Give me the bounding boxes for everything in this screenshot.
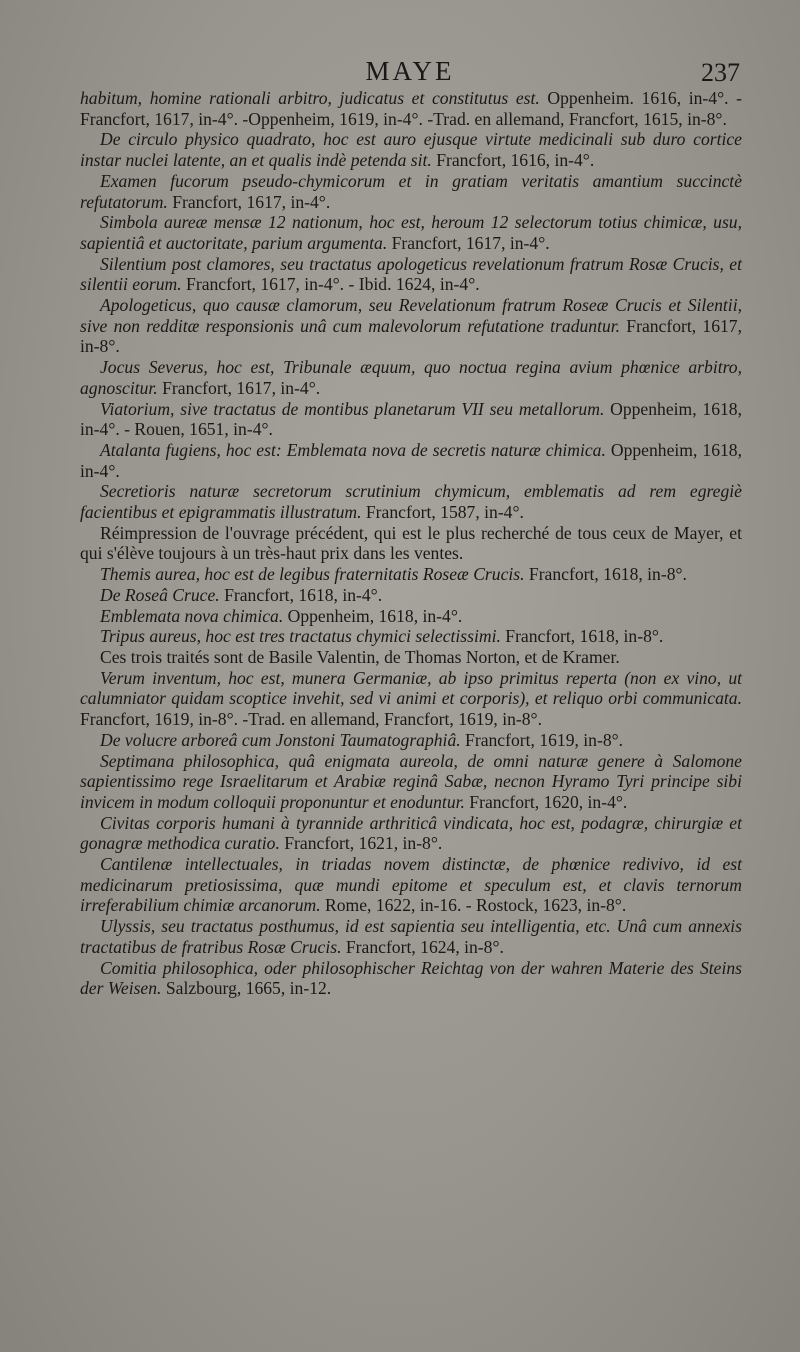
page-header xyxy=(80,52,740,92)
bibliography-entry xyxy=(80,254,742,295)
entry-title: De Roseâ Cruce. xyxy=(100,584,220,605)
entry-title: Septimana philosophica, quâ enigmata aureola, de omni naturæ genere à Salomone sapientissimo rege Israelitarum et Arabiæ reginâ Sabæ, necnon Hyramo Tyri principe sibi invicem in modum colloquii proponuntur et enoduntur. xyxy=(80,750,742,812)
entry-title: Examen fucorum pseudo-chymicorum et in gratiam veritatis amantium succinctè refutatorum. xyxy=(80,170,742,212)
entry-title: Ulyssis, seu tractatus posthumus, id est sapientia seu intelligentia, etc. Unâ cum annexis tractatibus de fratribus Rosæ Crucis. xyxy=(80,916,742,957)
entry-imprint: Francfort, 1619, in-8°. xyxy=(460,729,624,750)
bibliography-entry xyxy=(80,212,742,253)
bibliography-entry xyxy=(80,916,742,957)
entry-imprint: Francfort, 1620, in-4°. xyxy=(464,791,628,812)
entry-title: Simbola aureæ mensæ 12 nationum, hoc est, heroum 12 selectorum totius chimicæ, usu, sapientiâ et auctoritate, parium argumenta. xyxy=(80,212,742,253)
bibliography-entry xyxy=(80,295,742,357)
bibliography-entry xyxy=(80,357,742,398)
entry-title: Comitia philosophica, oder philosophischer Reichtag von der wahren Materie des Steins der Weisen. xyxy=(80,957,742,999)
entry-imprint: Oppenheim, 1618, in-4°. - Rouen, 1651, in-4°. xyxy=(80,398,742,440)
entry-title: Viatorium, sive tractatus de montibus planetarum VII seu metallorum. xyxy=(100,398,605,419)
entry-title: Jocus Severus, hoc est, Tribunale æquum, quo noctua regina avium phœnice arbitro, agnoscitur. xyxy=(80,357,742,398)
entry-imprint: Francfort, 1624, in-8°. xyxy=(341,936,504,957)
page-number: 237 xyxy=(701,58,740,87)
entry-title: Emblemata nova chimica. xyxy=(100,605,284,626)
bibliography-entry xyxy=(80,585,742,606)
entry-imprint: Francfort, 1617, in-4°. - Ibid. 1624, in-4°. xyxy=(181,274,480,295)
entry-title: Apologeticus, quo causæ clamorum, seu Revelationum fratrum Roseæ Crucis et Silentii, sive non redditæ responsionis unâ cum malevolorum refutatione traduntur. xyxy=(80,295,742,336)
entry-imprint: Francfort, 1617, in-8°. xyxy=(80,315,742,357)
entry-imprint: Francfort, 1621, in-8°. xyxy=(279,833,443,854)
entry-title: Civitas corporis humani à tyrannide arthriticâ vindicata, hoc est, podagræ, chirurgiæ et gonagræ methodica curatio. xyxy=(80,812,742,854)
bibliography-entry xyxy=(80,730,742,751)
bibliography-entry xyxy=(80,751,742,813)
entry-imprint: Francfort, 1617, in-4°. xyxy=(387,232,550,253)
bibliography-entry xyxy=(80,813,742,854)
entry-imprint: Salzbourg, 1665, in-12. xyxy=(161,978,332,999)
bibliography-entry xyxy=(80,523,742,564)
bibliography-entry xyxy=(80,481,742,522)
entry-imprint: Francfort, 1618, in-8°. xyxy=(500,626,664,647)
bibliography-entry xyxy=(80,564,742,585)
entry-title: De volucre arboreâ cum Jonstoni Taumatographiâ. xyxy=(100,729,461,750)
entry-imprint: Francfort, 1618, in-4°. xyxy=(219,584,383,605)
entry-imprint: Oppenheim, 1618, in-4°. xyxy=(80,439,742,481)
entry-text: Réimpression de l'ouvrage précédent, qui est le plus recherché de tous ceux de Mayer, et qui s'élève toujours à un très-haut prix dans les ventes. xyxy=(80,522,742,564)
entry-title: Tripus aureus, hoc est tres tractatus chymici selectissimi. xyxy=(100,626,501,647)
bibliography-entry xyxy=(80,626,742,647)
entry-text: habitum, homine rationali arbitro, judicatus et constitutus est. Oppenheim. 1616, in-4°. - Francfort, 1617, in-4°. -Oppenheim, 1619, in-4°. -Trad. en allemand, Francfort, 1615, in-8°. xyxy=(80,88,742,129)
bibliography-entry xyxy=(80,958,742,999)
bibliography-text xyxy=(80,88,742,999)
entry-imprint: Francfort, 1616, in-4°. xyxy=(431,150,595,171)
bibliography-entry xyxy=(80,440,742,481)
bibliography-entry xyxy=(80,171,742,212)
entry-imprint: Francfort, 1619, in-8°. -Trad. en allemand, Francfort, 1619, in-8°. xyxy=(80,709,542,730)
running-title: MAYE xyxy=(365,56,455,86)
entry-title: Themis aurea, hoc est de legibus fraternitatis Roseæ Crucis. xyxy=(100,564,525,585)
entry-title: Cantilenæ intellectuales, in triadas novem distinctæ, de phœnice redivivo, id est medicinarum pretiosissima, quæ mundi epitome et speculum est, et clavis ternorum irreferabilium chimiæ arcanorum. xyxy=(80,854,742,916)
bibliography-entry xyxy=(80,668,742,730)
bibliography-entry xyxy=(80,647,742,668)
entry-imprint: Rome, 1622, in-16. - Rostock, 1623, in-8°. xyxy=(320,895,627,916)
entry-title: Silentium post clamores, seu tractatus apologeticus revelationum fratrum Rosæ Crucis, et silentii eorum. xyxy=(80,253,742,295)
entry-imprint: Francfort, 1618, in-8°. xyxy=(524,564,687,585)
bibliography-entry xyxy=(80,399,742,440)
entry-imprint: Francfort, 1617, in-4°. xyxy=(167,191,331,212)
entry-title: Secretioris naturæ secretorum scrutinium chymicum, emblematis ad rem egregiè facientibus et epigrammatis illustratum. xyxy=(80,481,742,523)
entry-imprint: Oppenheim, 1618, in-4°. xyxy=(283,605,463,626)
entry-imprint: Francfort, 1587, in-4°. xyxy=(361,502,524,523)
entry-title: Verum inventum, hoc est, munera Germaniæ, ab ipso primitus reperta (non ex vino, ut calumniator quidam scoptice invehit, sed vi animi et corporis), et reliquo orbi communicata. xyxy=(80,667,742,709)
bibliography-entry xyxy=(80,606,742,627)
bibliography-entry xyxy=(80,129,742,170)
bibliography-entry xyxy=(80,854,742,916)
entry-title: De circulo physico quadrato, hoc est auro ejusque virtute medicinali sub duro cortice instar nuclei latente, an et qualis indè petenda sit. xyxy=(80,129,742,171)
entry-title: Atalanta fugiens, hoc est: Emblemata nova de secretis naturæ chimica. xyxy=(100,439,606,460)
entry-text: Ces trois traités sont de Basile Valentin, de Thomas Norton, et de Kramer. xyxy=(100,646,620,667)
entry-imprint: Francfort, 1617, in-4°. xyxy=(157,377,321,398)
bibliography-entry xyxy=(80,88,742,129)
